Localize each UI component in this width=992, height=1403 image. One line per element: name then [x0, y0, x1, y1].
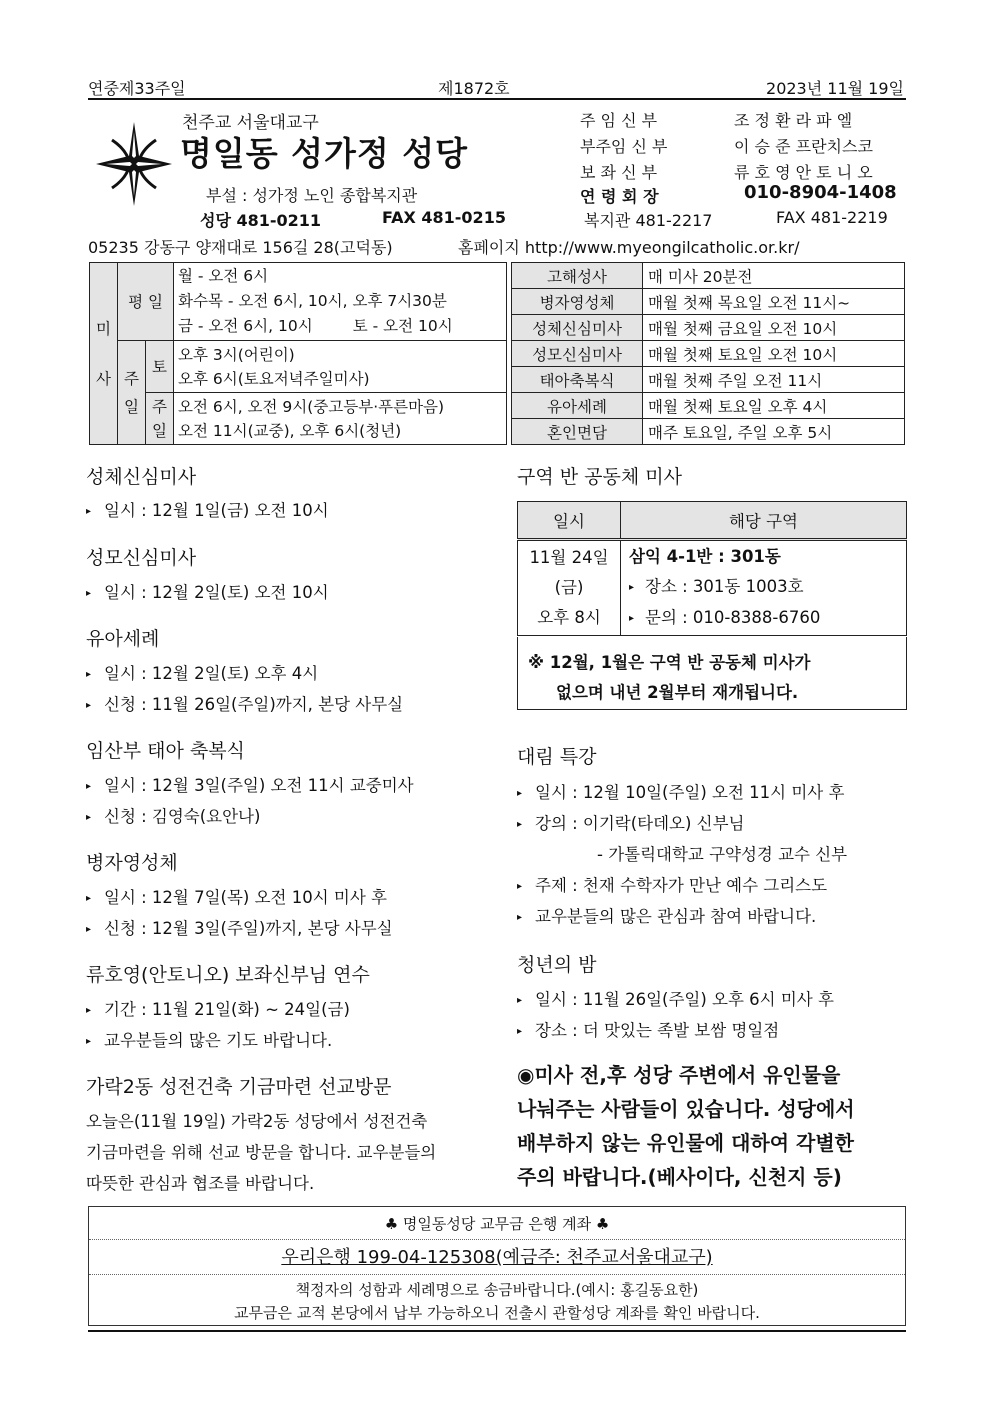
label-ju: 주 [124, 369, 139, 388]
notice-line: 주의 바랍니다.(베사이다, 신천지 등) [517, 1165, 842, 1189]
list-item: ▸ 문의 : 010-8388-6760 [629, 608, 821, 627]
staff-name: 류 호 영 안 토 니 오 [734, 163, 873, 182]
list-item: ▸ 일시 : 12월 2일(토) 오후 4시 [86, 664, 319, 683]
list-item: ▸ 일시 : 11월 26일(주일) 오후 6시 미사 후 [517, 990, 834, 1009]
facility-name: 부설 : 성가정 노인 종합복지관 [206, 186, 418, 205]
weekday-line: 월 - 오전 6시 [178, 267, 269, 285]
issue-number: 제1872호 [438, 79, 510, 98]
bulletin-date: 2023년 11월 19일 [766, 79, 904, 98]
sacrament-value: 매 미사 20분전 [643, 263, 905, 289]
list-item: ▸ 일시 : 12월 10일(주일) 오전 11시 미사 후 [517, 783, 845, 802]
staff-name: 이 승 준 프란치스코 [734, 137, 873, 156]
community-date [518, 540, 621, 636]
section-title: 성모신심미사 [86, 547, 197, 569]
area-title: 삼익 4-1반 : 301동 [629, 547, 781, 566]
col-header-date: 일시 [518, 502, 621, 540]
notice-line: 나눠주는 사람들이 있습니다. 성당에서 [517, 1097, 855, 1121]
table-row [512, 341, 905, 367]
bank-account: 우리은행 199-04-125308(예금주: 천주교서울대교구) [281, 1247, 713, 1268]
list-item: ▸ 장소 : 더 맛있는 족발 보쌈 명일점 [517, 1021, 780, 1040]
sunday-times [174, 393, 507, 445]
list-item: ▸ 교우분들의 많은 관심과 참여 바랍니다. [517, 907, 817, 926]
welfare-fax: FAX 481-2219 [776, 208, 888, 227]
sacrament-label: 고해성사 [512, 263, 643, 289]
section-title: 성체신심미사 [86, 466, 197, 488]
section-title: 임산부 태아 축복식 [86, 740, 245, 762]
parish-address: 05235 강동구 양재대로 156길 28(고덕동) [88, 238, 393, 257]
section-title: 유아세례 [86, 628, 160, 650]
section-title: 가락2동 성전건축 기금마련 선교방문 [86, 1076, 392, 1098]
weekday-line: 화수목 - 오전 6시, 10시, 오후 7시30분 [178, 292, 447, 310]
sacrament-value: 매주 토요일, 주일 오후 5시 [643, 419, 905, 445]
top-rule [88, 98, 906, 100]
section-title: 병자영성체 [86, 852, 178, 874]
list-item: ▸ 기간 : 11월 21일(화) ~ 24일(금) [86, 1000, 350, 1019]
weekday-label: 평 일 [118, 263, 174, 341]
donation-title: ♣ 명일동성당 교무금 은행 계좌 ♣ [384, 1215, 610, 1233]
label-sun-2: 일 [152, 421, 167, 440]
sunday-line: 오전 6시, 오전 9시(중고등부·푸른마음) [178, 397, 445, 416]
table-row [512, 367, 905, 393]
staff-role: 보 좌 신 부 [580, 163, 658, 182]
lecturer-detail: - 가톨릭대학교 구약성경 교수 신부 [597, 845, 848, 864]
sacrament-label: 유아세례 [512, 393, 643, 419]
note-line: 없으며 내년 2월부터 재개됩니다. [556, 683, 799, 702]
sunday-label [146, 393, 174, 445]
section-title: 청년의 밤 [517, 954, 597, 976]
community-area [621, 540, 907, 636]
section-title: 대림 특강 [517, 746, 597, 768]
sacrament-label: 혼인면담 [512, 419, 643, 445]
list-item: ▸ 강의 : 이기락(타데오) 신부님 [517, 814, 745, 833]
table-row [512, 393, 905, 419]
section-title: 구역 반 공동체 미사 [517, 466, 682, 488]
mass-label-cell [90, 263, 118, 445]
parish-name: 명일동 성가정 성당 [180, 134, 469, 173]
date-line: (금) [554, 578, 584, 597]
sacrament-value: 매월 첫째 토요일 오전 10시 [643, 341, 905, 367]
staff-phone: 010-8904-1408 [744, 182, 897, 203]
sunday-label-cell [118, 341, 146, 445]
sunday-line: 오전 11시(교중), 오후 6시(청년) [178, 421, 402, 440]
date-line: 11월 24일 [529, 548, 609, 567]
table-row [512, 315, 905, 341]
mission-text: 기금마련을 위해 선교 방문을 합니다. 교우분들의 [86, 1143, 437, 1162]
list-item: ▸ 교우분들의 많은 기도 바랍니다. [86, 1031, 333, 1050]
list-item: ▸ 장소 : 301동 1003호 [629, 577, 804, 596]
weekday-line: 토 - 오전 10시 [352, 317, 453, 335]
sacrament-value: 매월 첫째 주일 오전 11시 [643, 367, 905, 393]
col-header-area: 해당 구역 [621, 502, 907, 540]
staff-role: 주 임 신 부 [580, 111, 658, 130]
notice-line: ◉미사 전,후 성당 주변에서 유인물을 [517, 1063, 841, 1087]
staff-name: 조 정 환 라 파 엘 [734, 111, 853, 130]
community-note [517, 637, 907, 710]
mission-text: 따뜻한 관심과 협조를 바랍니다. [86, 1174, 315, 1193]
list-item: ▸ 일시 : 12월 3일(주일) 오전 11시 교중미사 [86, 776, 414, 795]
sacrament-value: 매월 첫째 금요일 오전 10시 [643, 315, 905, 341]
account-wrap [89, 1243, 905, 1269]
sacrament-label: 성체신심미사 [512, 315, 643, 341]
sacrament-value: 매월 첫째 토요일 오후 4시 [643, 393, 905, 419]
label-sun-1: 주 [152, 397, 167, 416]
staff-role: 부주임 신 부 [580, 137, 668, 156]
donation-divider [89, 1239, 905, 1241]
list-item: ▸ 신청 : 12월 3일(주일)까지, 본당 사무실 [86, 919, 393, 938]
community-mass-table [517, 501, 907, 636]
sacrament-label: 성모신심미사 [512, 341, 643, 367]
label-il: 일 [124, 397, 139, 416]
bottom-rule [88, 1330, 906, 1332]
saturday-label: 토 [146, 341, 174, 393]
diocese-name: 천주교 서울대교구 [182, 113, 319, 133]
weekday-line: 금 - 오전 6시, 10시 [178, 317, 313, 335]
donation-box [88, 1206, 906, 1326]
donation-divider [89, 1274, 905, 1276]
mission-text: 오늘은(11월 19일) 가락2동 성당에서 성전건축 [86, 1112, 428, 1131]
week-label: 연중제33주일 [88, 79, 186, 98]
list-item: ▸ 신청 : 11월 26일(주일)까지, 본당 사무실 [86, 695, 404, 714]
section-title: 류호영(안토니오) 보좌신부님 연수 [86, 964, 370, 986]
parish-fax: FAX 481-0215 [382, 208, 506, 227]
staff-role: 연 령 회 장 [580, 187, 659, 206]
table-row [512, 289, 905, 315]
table-row [512, 419, 905, 445]
note-line: ※ 12월, 1월은 구역 반 공동체 미사가 [528, 653, 811, 672]
mass-label-sa: 사 [96, 369, 111, 388]
list-item: ▸ 일시 : 12월 7일(목) 오전 10시 미사 후 [86, 888, 387, 907]
saturday-line: 오후 6시(토요저녁주일미사) [178, 369, 370, 388]
saturday-times [174, 341, 507, 393]
parish-logo-icon [92, 118, 176, 210]
sacrament-label: 병자영성체 [512, 289, 643, 315]
donation-instruction: 책정자의 성함과 세례명으로 송금바랍니다.(예시: 홍길동요한) [295, 1281, 699, 1299]
saturday-line: 오후 3시(어린이) [178, 345, 295, 364]
list-item: ▸ 일시 : 12월 1일(금) 오전 10시 [86, 501, 329, 520]
welfare-phone: 복지관 481-2217 [584, 211, 713, 230]
sacrament-label: 태아축복식 [512, 367, 643, 393]
list-item: ▸ 신청 : 김영숙(요안나) [86, 807, 261, 826]
homepage-link[interactable]: 홈페이지 http://www.myeongilcatholic.or.kr/ [458, 238, 800, 257]
notice-line: 배부하지 않는 유인물에 대하여 각별한 [517, 1131, 854, 1155]
list-item: ▸ 주제 : 천재 수학자가 만난 예수 그리스도 [517, 876, 828, 895]
caution-notice [517, 1058, 855, 1194]
mass-schedule-table [89, 262, 507, 445]
parish-phone: 성당 481-0211 [200, 211, 322, 230]
weekday-times [174, 263, 507, 341]
list-item: ▸ 일시 : 12월 2일(토) 오전 10시 [86, 583, 329, 602]
sacrament-value: 매월 첫째 목요일 오전 11시~ [643, 289, 905, 315]
sacraments-table [511, 262, 905, 445]
table-row [512, 263, 905, 289]
mass-label-mi: 미 [96, 319, 111, 338]
date-line: 오후 8시 [537, 608, 601, 627]
donation-instruction: 교무금은 교적 본당에서 납부 가능하오니 전출시 관할성당 계좌를 확인 바랍니다. [234, 1304, 760, 1322]
